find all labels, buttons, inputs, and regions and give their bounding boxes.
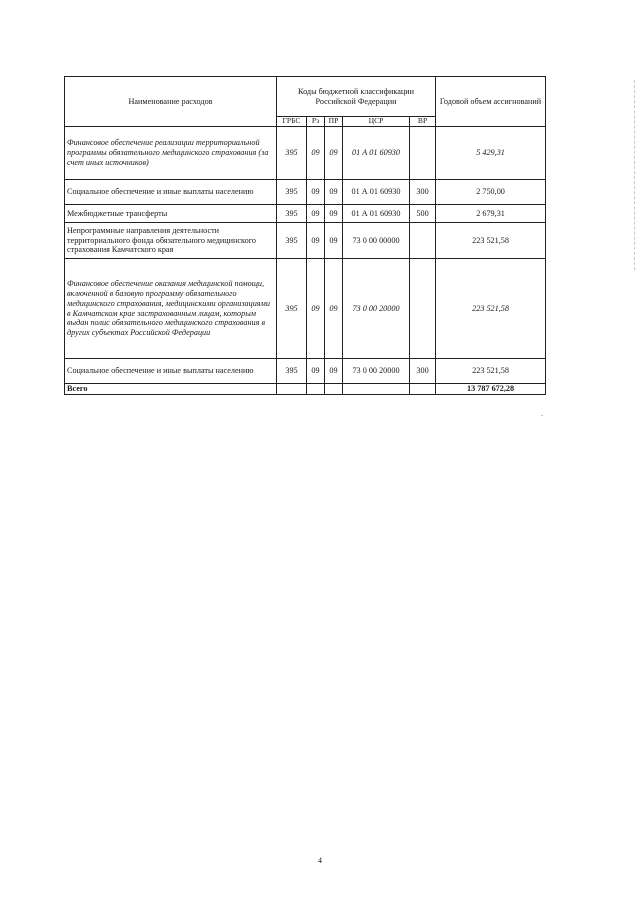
row-pr: 09: [325, 127, 343, 180]
row-rz: 09: [307, 180, 325, 205]
total-empty-vr: [410, 384, 436, 395]
table-row: [65, 259, 546, 359]
table-header-row: [65, 77, 546, 117]
subheader-rz: Рз: [307, 117, 325, 127]
row-grbs: 395: [277, 180, 307, 205]
row-vr: [410, 127, 436, 180]
row-pr: 09: [325, 359, 343, 384]
row-csr: 01 А 01 60930: [343, 205, 410, 223]
table-row: [65, 359, 546, 384]
row-vr: [410, 259, 436, 359]
total-empty-pr: [325, 384, 343, 395]
row-rz: 09: [307, 359, 325, 384]
header-codes: Коды бюджетной классификации Российской Федерации: [277, 77, 436, 117]
total-label: Всего: [65, 384, 277, 395]
row-vr: 300: [410, 359, 436, 384]
row-name: Финансовое обеспечение оказания медицинской помощи, включенной в базовую программу обязательного медицинского страхования, медицинскими организациями в Камчатском крае застрахованным лицам, которым выдан полис обязательного медицинского страхования в других субъектах Российской Федерации: [65, 259, 277, 359]
row-name: Финансовое обеспечение реализации территориальной программы обязательного медицинского страхования (за счет иных источников): [65, 127, 277, 180]
row-amount: 223 521,58: [436, 223, 546, 259]
row-grbs: 395: [277, 259, 307, 359]
row-name: Социальное обеспечение и иные выплаты населению: [65, 359, 277, 384]
row-grbs: 395: [277, 359, 307, 384]
row-rz: 09: [307, 127, 325, 180]
row-pr: 09: [325, 180, 343, 205]
row-pr: 09: [325, 205, 343, 223]
budget-table: [64, 76, 546, 395]
subheader-grbs: ГРБС: [277, 117, 307, 127]
row-grbs: 395: [277, 205, 307, 223]
total-row: [65, 384, 546, 395]
total-empty-rz: [307, 384, 325, 395]
table-row: [65, 127, 546, 180]
row-csr: 73 0 00 20000: [343, 259, 410, 359]
row-rz: 09: [307, 205, 325, 223]
row-name: Непрограммные направления деятельности территориального фонда обязательного медицинского страхования Камчатского края: [65, 223, 277, 259]
total-empty-grbs: [277, 384, 307, 395]
total-empty-csr: [343, 384, 410, 395]
row-vr: [410, 223, 436, 259]
scan-dot: ·: [541, 412, 544, 420]
row-pr: 09: [325, 223, 343, 259]
page-number: 4: [318, 856, 322, 865]
row-name: Межбюджетные трансферты: [65, 205, 277, 223]
row-vr: 500: [410, 205, 436, 223]
table-row: [65, 205, 546, 223]
header-name: Наименование расходов: [65, 77, 277, 127]
row-csr: 73 0 00 20000: [343, 359, 410, 384]
header-amount: Годовой объем ассигнований: [436, 77, 546, 127]
row-name: Социальное обеспечение и иные выплаты населению: [65, 180, 277, 205]
total-amount: 13 787 672,28: [436, 384, 546, 395]
subheader-csr: ЦСР: [343, 117, 410, 127]
row-grbs: 395: [277, 223, 307, 259]
row-amount: 5 429,31: [436, 127, 546, 180]
row-pr: 09: [325, 259, 343, 359]
row-csr: 01 А 01 60930: [343, 127, 410, 180]
row-amount: 223 521,58: [436, 359, 546, 384]
subheader-vr: ВР: [410, 117, 436, 127]
row-amount: 223 521,58: [436, 259, 546, 359]
row-rz: 09: [307, 259, 325, 359]
row-vr: 300: [410, 180, 436, 205]
scan-edge-mark: [634, 80, 636, 270]
row-amount: 2 750,00: [436, 180, 546, 205]
table-row: [65, 180, 546, 205]
row-rz: 09: [307, 223, 325, 259]
row-csr: 73 0 00 00000: [343, 223, 410, 259]
row-grbs: 395: [277, 127, 307, 180]
subheader-pr: ПР: [325, 117, 343, 127]
table-row: [65, 223, 546, 259]
row-csr: 01 А 01 60930: [343, 180, 410, 205]
row-amount: 2 679,31: [436, 205, 546, 223]
